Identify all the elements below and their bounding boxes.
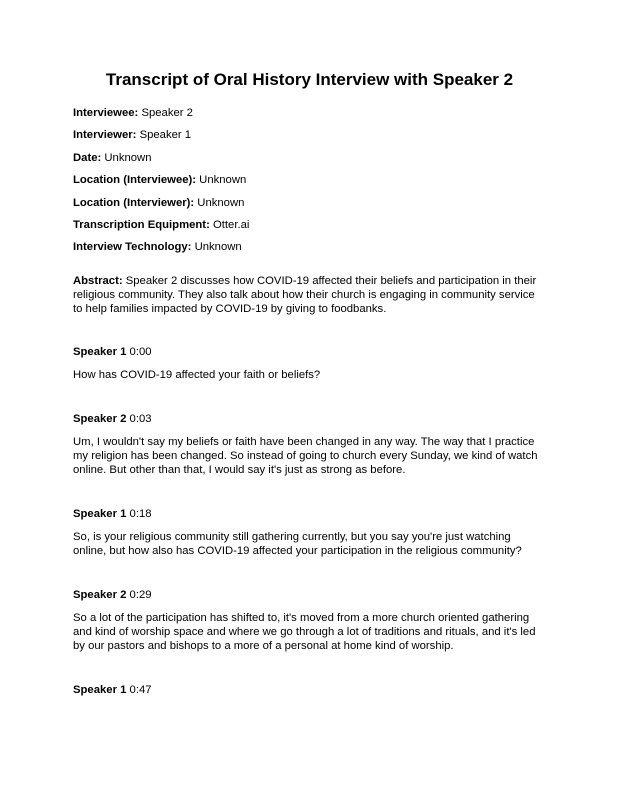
speaker-heading [73,683,546,697]
metadata-label: Interviewee: [73,107,139,119]
metadata-row-interviewer [73,128,546,142]
metadata-label: Location (Interviewee): [73,174,197,187]
metadata-row-interview-technology [73,240,546,254]
document-title: Transcript of Oral History Interview with Speaker 2 [105,70,514,89]
speaker-text: So, is your religious community still gathering currently, but you say you're just watching online, but how also has COVID-19 affected your participation in the religious community? [73,531,522,558]
abstract-paragraph [73,274,546,316]
speaker-timestamp: 0:29 [129,589,152,602]
transcript-turn [73,412,546,477]
abstract-text: Speaker 2 discusses how COVID-19 affected their beliefs and participation in their religious community. They also talk about how their church is engaging in community service to help families impacted by COVID-19 by giving to foodbanks. [73,275,537,316]
speaker-timestamp: 0:00 [129,346,152,359]
metadata-value: Unknown [199,174,247,187]
transcript-turn [73,588,546,653]
metadata-label: Interviewer: [73,129,137,142]
speaker-text: Um, I wouldn't say my beliefs or faith have been changed in any way. The way that I practice my religion has been changed. So instead of going to church every Sunday, we kind of watch online. But other than that, I would say it's just as strong as before. [73,436,538,477]
speaker-name: Speaker 1 [73,508,127,521]
speaker-timestamp: 0:03 [129,413,152,426]
metadata-label: Date: [73,151,102,164]
metadata-label: Transcription Equipment: [73,218,210,231]
metadata-value: Speaker 1 [139,129,192,142]
metadata-row-location-interviewer [73,196,546,210]
speaker-name: Speaker 1 [73,684,127,697]
abstract-label: Abstract: [73,275,123,288]
transcript-turn [73,507,546,558]
metadata-label: Interview Technology: [73,241,192,254]
speaker-heading [73,412,546,426]
speaker-name: Speaker 2 [73,413,127,426]
transcript-turn [73,683,546,697]
metadata-value: Unknown [194,241,242,254]
metadata-row-interviewee [73,106,546,120]
speaker-name: Speaker 2 [73,589,127,602]
speaker-timestamp: 0:18 [129,508,152,521]
metadata-row-date [73,151,546,165]
metadata-value: Unknown [197,196,245,209]
speaker-heading [73,588,546,602]
speaker-heading [73,507,546,521]
speaker-heading [73,345,546,359]
metadata-row-location-interviewee [73,173,546,187]
speaker-text: So a lot of the participation has shifted to, it's moved from a more church oriented gathering and kind of worship space and where we go through a lot of traditions and rituals, and it's led by our pastors and bishops to a more of a personal at home kind of worship. [73,612,536,653]
metadata-value: Otter.ai [212,218,250,231]
speaker-name: Speaker 1 [73,346,127,359]
metadata-label: Location (Interviewer): [73,196,195,209]
transcript-turn [73,345,546,382]
metadata-value: Unknown [104,151,152,164]
speaker-timestamp: 0:47 [129,684,152,697]
metadata-value: Speaker 2 [141,107,193,119]
metadata-row-transcription-equipment [73,218,546,232]
speaker-text: How has COVID-19 affected your faith or beliefs? [73,369,321,382]
